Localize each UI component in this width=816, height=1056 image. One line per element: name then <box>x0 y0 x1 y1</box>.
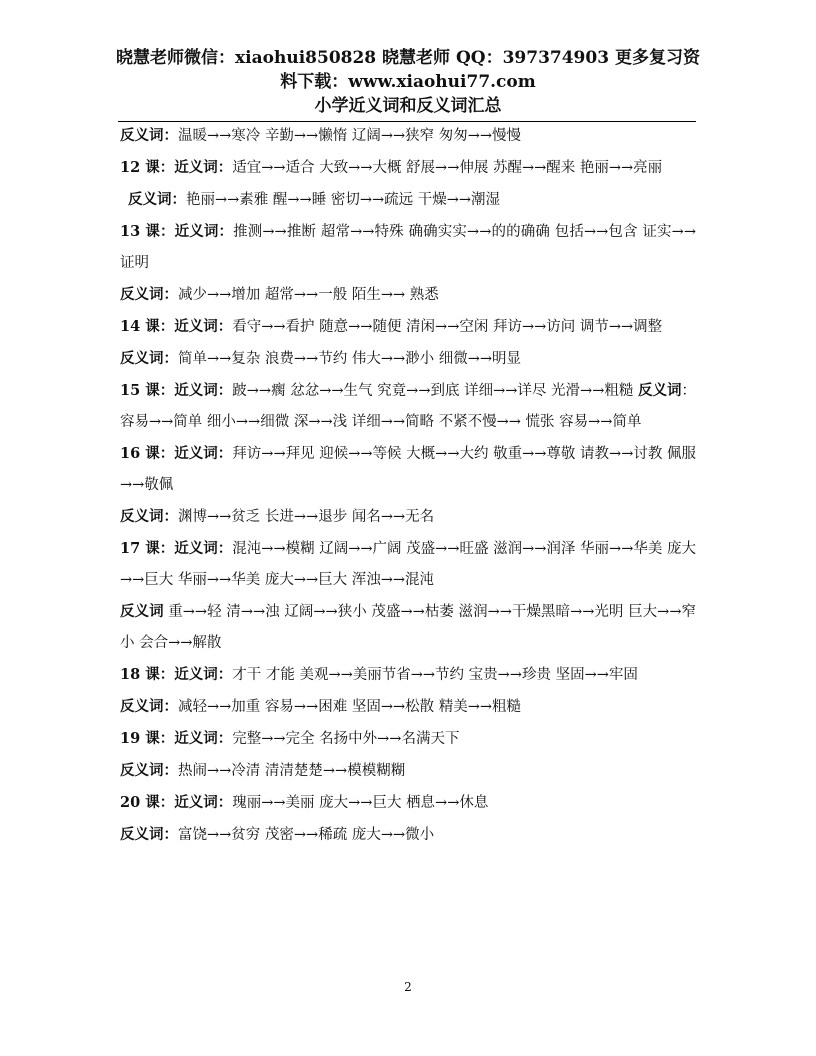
entry-label: 反义词： <box>120 350 178 367</box>
entry-label: 反义词 <box>637 382 682 399</box>
entry-words: 瑰丽→→美丽 庞大→→巨大 栖息→→休息 <box>232 795 489 811</box>
entry-words: 混沌→→模糊 辽阔→→广阔 茂盛→→旺盛 滋润→→润泽 华丽→→华美 庞大→→巨大 华丽→→华美 庞大→→巨大 浑浊→→混沌 <box>120 541 696 588</box>
entry-label: 反义词： <box>120 698 178 715</box>
entry-words: 适宜→→适合 大致→→大概 舒展→→伸展 苏醒→→醒来 艳丽→→亮丽 <box>232 160 663 176</box>
lesson-entry <box>120 120 696 152</box>
entry-label: 反义词： <box>120 826 178 843</box>
lesson-entry <box>120 184 696 216</box>
word-list-content <box>120 120 696 851</box>
page-header <box>110 46 706 118</box>
lesson-entry <box>120 787 696 819</box>
entry-label: 13 课：近义词： <box>120 223 234 240</box>
page-number: 2 <box>404 980 412 994</box>
lesson-entry <box>120 533 696 596</box>
entry-words: 简单→→复杂 浪费→→节约 伟大→→渺小 细微→→明显 <box>178 351 522 367</box>
entry-words: ：容易→→简单 细小→→细微 深→→浅 详细→→简略 不紧不慢→→ 慌张 容易→→简单 <box>120 383 697 430</box>
entry-label: 反义词 <box>120 603 164 620</box>
lesson-entry <box>120 279 696 311</box>
lesson-entry <box>120 723 696 755</box>
entry-words: 看守→→看护 随意→→随便 清闲→→空闲 拜访→→访问 调节→→调整 <box>232 319 663 335</box>
lesson-entry <box>120 311 696 343</box>
lesson-entry <box>120 755 696 787</box>
entry-label: 17 课：近义词： <box>120 540 233 557</box>
lesson-entry <box>120 691 696 723</box>
entry-label: 18 课：近义词： <box>120 666 233 683</box>
header-contact-line-2: 料下载：www.xiaohui77.com <box>280 72 536 92</box>
entry-words: 跛→→瘸 忿忿→→生气 究竟→→到底 详细→→详尽 光滑→→粗糙 <box>232 383 638 399</box>
entry-words: 富饶→→贫穷 茂密→→稀疏 庞大→→微小 <box>178 827 435 843</box>
entry-label: 反义词： <box>128 191 186 208</box>
entry-label: 14 课：近义词： <box>120 318 233 335</box>
entry-words: 热闹→→冷清 清清楚楚→→模模糊糊 <box>178 763 406 779</box>
entry-words: 才干 才能 美观→→美丽节省→→节约 宝贵→→珍贵 坚固→→牢固 <box>232 667 638 683</box>
entry-label: 19 课：近义词： <box>120 730 233 747</box>
document-title: 小学近义词和反义词汇总 <box>314 96 502 116</box>
entry-label: 反义词： <box>120 286 178 303</box>
entry-label: 反义词： <box>120 762 178 779</box>
entry-words: 推测→→推断 超常→→特殊 确确实实→→的的确确 包括→→包含 证实→→证明 <box>120 224 696 271</box>
entry-words: 温暖→→寒冷 辛勤→→懒惰 辽阔→→狭窄 匆匆→→慢慢 <box>178 128 522 144</box>
entry-label: 反义词： <box>120 508 178 525</box>
entry-words: 拜访→→拜见 迎候→→等候 大概→→大约 敬重→→尊敬 请教→→讨教 佩服→→敬佩 <box>120 446 696 493</box>
lesson-entry <box>120 596 696 659</box>
entry-label: 20 课：近义词： <box>120 794 233 811</box>
entry-words: 减少→→增加 超常→→一般 陌生→→ 熟悉 <box>178 287 439 303</box>
lesson-entry <box>120 343 696 375</box>
entry-words: 渊博→→贫乏 长进→→退步 闻名→→无名 <box>178 509 435 525</box>
lesson-entry <box>120 819 696 851</box>
lesson-entry <box>120 152 696 184</box>
lesson-entry <box>120 216 696 279</box>
lesson-entry <box>120 659 696 691</box>
entry-words: 重→→轻 清→→浊 辽阔→→狭小 茂盛→→枯萎 滋润→→干燥黑暗→→光明 巨大→→窄小 会合→→解散 <box>120 604 697 651</box>
entry-words: 完整→→完全 名扬中外→→名满天下 <box>232 731 460 747</box>
header-contact-line-1: 晓慧老师微信：xiaohui850828 晓慧老师 QQ：397374903 更多复习资 <box>116 48 700 68</box>
lesson-entry <box>120 375 696 438</box>
entry-label: 12 课：近义词： <box>120 159 233 176</box>
lesson-entry <box>120 438 696 501</box>
entry-words: 艳丽→→素雅 醒→→睡 密切→→疏远 干燥→→潮湿 <box>186 192 501 208</box>
entry-words: 减轻→→加重 容易→→困难 坚固→→松散 精美→→粗糙 <box>178 699 522 715</box>
entry-label: 反义词： <box>120 127 178 144</box>
entry-label: 15 课：近义词： <box>120 382 233 399</box>
entry-label: 16 课：近义词： <box>120 445 233 462</box>
lesson-entry <box>120 501 696 533</box>
